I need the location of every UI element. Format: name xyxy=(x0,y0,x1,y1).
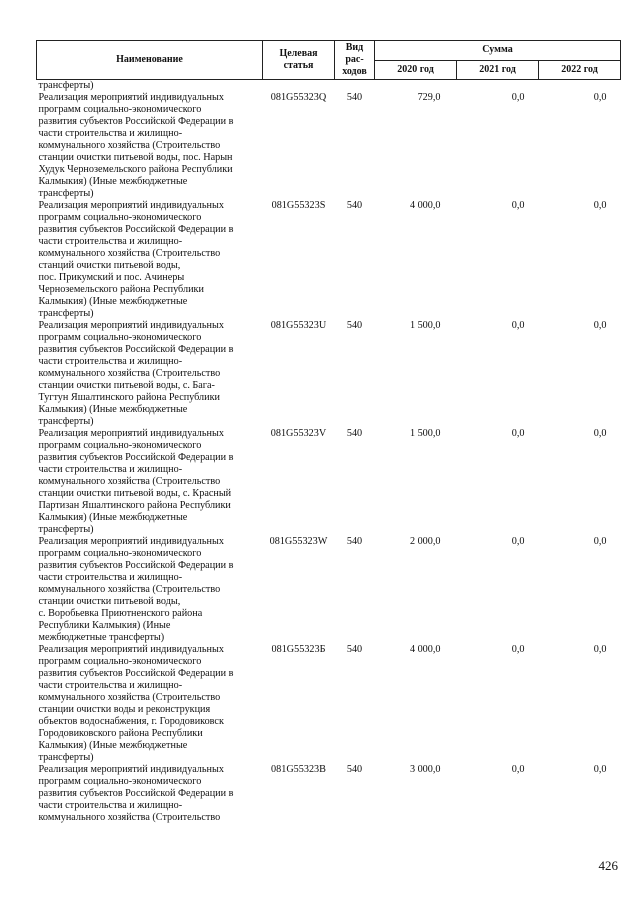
row-name: Реализация мероприятий индивидуальных программ социально-экономического развития субъектов Российской Федерации в части строительства и жилищно- коммунального хозяйства (Строительство станции очистки воды и реконструкция объектов водоснабжения, г. Городовиковск Городовиковского района Республики Калмыкия) (Иные межбюджетные трансферты) xyxy=(38,644,234,763)
row-expense-type: 540 xyxy=(346,764,363,775)
continuation-row xyxy=(37,80,621,93)
header-year-2020: 2020 год xyxy=(375,60,457,80)
header-expense-type: Вид рас- ходов xyxy=(335,41,375,80)
row-sum-2022: 0,0 xyxy=(593,428,607,439)
row-expense-type: 540 xyxy=(346,200,363,211)
row-name: Реализация мероприятий индивидуальных программ социально-экономического развития субъектов Российской Федерации в части строительства и жилищно- коммунального хозяйства (Строительство станции очистки питьевой воды, с. Красный Партизан Яшалтинского района Республики Калмыкия) (Иные межбюджетные трансферты) xyxy=(38,428,234,535)
header-year-2022: 2022 год xyxy=(539,60,621,80)
row-sum-2020: 1 500,0 xyxy=(409,428,441,439)
table-row xyxy=(37,320,621,428)
row-name: Реализация мероприятий индивидуальных программ социально-экономического развития субъектов Российской Федерации в части строительства и жилищно- коммунального хозяйства (Строительство станции очистки питьевой воды, пос. Нарын Худук Черноземельского района Республики Калмыкия) (Иные межбюджетные трансферты) xyxy=(38,92,234,199)
row-sum-2020: 2 000,0 xyxy=(409,536,441,547)
row-name: Реализация мероприятий индивидуальных программ социально-экономического развития субъектов Российской Федерации в части строительства и жилищно- коммунального хозяйства (Строительство станции очистки питьевой воды, с. Воробьевка Приютненского района Республики Калмыкия) (Иные межбюджетные трансферты) xyxy=(38,536,234,643)
continuation-text: трансферты) xyxy=(38,80,94,91)
row-name: Реализация мероприятий индивидуальных программ социально-экономического развития субъектов Российской Федерации в части строительства и жилищно- коммунального хозяйства (Строительство xyxy=(38,764,234,823)
row-sum-2021: 0,0 xyxy=(511,92,525,103)
header-sum: Сумма xyxy=(375,41,621,61)
row-sum-2021: 0,0 xyxy=(511,428,525,439)
row-name: Реализация мероприятий индивидуальных программ социально-экономического развития субъектов Российской Федерации в части строительства и жилищно- коммунального хозяйства (Строительство станции очистки питьевой воды, с. Бага- Тугтун Яшалтинского района Республики Калмыкия) (Иные межбюджетные трансферты) xyxy=(38,320,234,427)
row-sum-2021: 0,0 xyxy=(511,536,525,547)
header-year-2021: 2021 год xyxy=(457,60,539,80)
row-sum-2022: 0,0 xyxy=(593,92,607,103)
row-sum-2020: 4 000,0 xyxy=(409,200,441,211)
page-number: 426 xyxy=(598,858,618,873)
row-sum-2020: 729,0 xyxy=(417,92,441,103)
row-sum-2022: 0,0 xyxy=(593,644,607,655)
row-sum-2020: 1 500,0 xyxy=(409,320,441,331)
row-target-code: 081G55323W xyxy=(269,536,328,547)
row-expense-type: 540 xyxy=(346,92,363,103)
row-sum-2021: 0,0 xyxy=(511,644,525,655)
table-row xyxy=(37,536,621,644)
budget-table xyxy=(36,40,621,824)
table-row xyxy=(37,92,621,200)
row-sum-2020: 3 000,0 xyxy=(409,764,441,775)
header-target-article: Целевая статья xyxy=(263,41,335,80)
row-target-code: 081G55323V xyxy=(270,428,327,439)
row-sum-2021: 0,0 xyxy=(511,320,525,331)
header-name: Наименование xyxy=(37,41,263,80)
row-target-code: 081G55323Q xyxy=(270,92,327,103)
row-sum-2021: 0,0 xyxy=(511,764,525,775)
row-sum-2022: 0,0 xyxy=(593,536,607,547)
row-sum-2022: 0,0 xyxy=(593,764,607,775)
budget-table-page xyxy=(36,40,620,824)
row-expense-type: 540 xyxy=(346,644,363,655)
table-row xyxy=(37,200,621,320)
row-name: Реализация мероприятий индивидуальных программ социально-экономического развития субъектов Российской Федерации в части строительства и жилищно- коммунального хозяйства (Строительство станций очистки питьевой воды, пос. Прикумский и пос. Ачинеры Черноземельского района Республики Калмыкия) (Иные межбюджетные трансферты) xyxy=(38,200,234,319)
row-sum-2021: 0,0 xyxy=(511,200,525,211)
table-row xyxy=(37,644,621,764)
row-sum-2022: 0,0 xyxy=(593,320,607,331)
table-row xyxy=(37,764,621,824)
row-expense-type: 540 xyxy=(346,536,363,547)
row-sum-2020: 4 000,0 xyxy=(409,644,441,655)
row-target-code: 081G55323S xyxy=(271,200,326,211)
row-sum-2022: 0,0 xyxy=(593,200,607,211)
row-expense-type: 540 xyxy=(346,320,363,331)
row-target-code: 081G55323U xyxy=(270,320,327,331)
row-expense-type: 540 xyxy=(346,428,363,439)
row-target-code: 081G55323Б xyxy=(271,644,326,655)
table-row xyxy=(37,428,621,536)
row-target-code: 081G55323В xyxy=(271,764,326,775)
